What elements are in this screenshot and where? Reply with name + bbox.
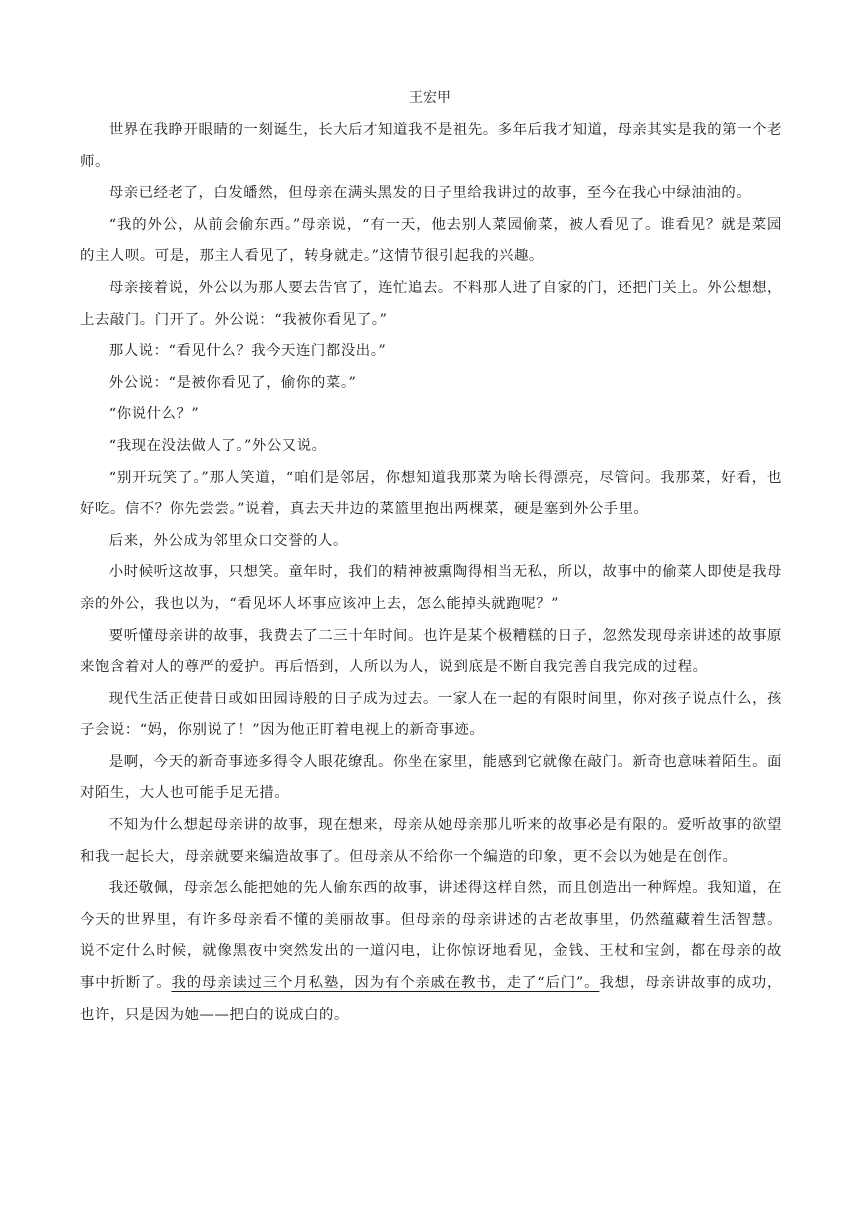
paragraph-14: 是啊，今天的新奇事迹多得令人眼花缭乱。你坐在家里，能感到它就像在敲门。新奇也意味着陌生。面对陌生，大人也可能手足无措。: [80, 753, 782, 802]
paragraph-3: “我的外公，从前会偷东西。”母亲说，“有一天，他去别人菜园偷菜，被人看见了。谁看见？就是菜园的主人呗。可是，那主人看见了，转身就走。”这情节很引起我的兴趣。: [80, 216, 782, 265]
paragraph-1: 世界在我睁开眼睛的一刻诞生，长大后才知道我不是祖先。多年后我才知道，母亲其实是我的第一个老师。: [80, 122, 782, 170]
paragraph-2: 母亲已经老了，白发皤然，但母亲在满头黑发的日子里给我讲过的故事，至今在我心中绿油油的。: [108, 185, 752, 202]
paragraph-15: 不知为什么想起母亲讲的故事，现在想来，母亲从她母亲那儿听来的故事必是有限的。爱听故事的欲望和我一起长大，母亲就要来编造故事了。但母亲从不给你一个编造的印象，更不会以为她是在创作。: [80, 817, 782, 865]
article-body: [80, 115, 782, 1031]
paragraph-11: 小时候听这故事，只想笑。童年时，我们的精神被熏陶得相当无私，所以，故事中的偷菜人即使是我母亲的外公，我也以为，“看见坏人坏事应该冲上去，怎么能掉头就跑呢？”: [80, 564, 782, 612]
paragraph-9: “别开玩笑了。”那人笑道，“咱们是邻居，你想知道我那菜为啥长得漂亮，尽管问。我那菜，好看，也好吃。信不？你先尝尝。”说着，真去天井边的菜篮里抱出两棵菜，硬是塞到外公手里。: [80, 469, 782, 518]
paragraph-6: 外公说：“是被你看见了，偷你的菜。”: [108, 374, 357, 391]
underlined-sentence: 我的母亲读过三个月私塾，因为有个亲戚在教书，走了“后门”。: [171, 975, 600, 992]
paragraph-12: 要听懂母亲讲的故事，我费去了二三十年时间。也许是某个极糟糕的日子，忽然发现母亲讲述的故事原来饱含着对人的尊严的爱护。再后悟到，人所以为人，说到底是不断自我完善自我完成的过程。: [80, 627, 782, 676]
paragraph-10: 后来，外公成为邻里众口交誉的人。: [108, 532, 348, 549]
paragraph-16: [80, 873, 782, 1031]
paragraph-5: 那人说：“看见什么？我今天连门都没出。”: [108, 343, 387, 360]
paragraph-13: 现代生活正使昔日或如田园诗般的日子成为过去。一家人在一起的有限时间里，你对孩子说点什么，孩子会说：“妈，你别说了！”因为他正盯着电视上的新奇事迹。: [80, 690, 782, 739]
author-name: 王宏甲: [409, 90, 451, 106]
paragraph-16-text: 我还敬佩，母亲怎么能把她的先人偷东西的故事，讲述得这样自然，而且创造出一种辉煌。我知道，在今天的世界里，有许多母亲看不懂的美丽故事。但母亲的母亲讲述的古老故事里，仍然蕴藏着生活智慧。说不定什么时候，就像黑夜中突然发出的一道闪电，让你惊讶地看见，金钱、王杖和宝剑，都在母亲的故事中折断了。: [80, 880, 782, 992]
paragraph-7: “你说什么？”: [108, 406, 200, 423]
paragraph-16-ending: 我想，母亲讲故事的成功，也许，只是因为她——把白的说成白的。: [80, 975, 782, 1023]
paragraph-4: 母亲接着说，外公以为那人要去告官了，连忙追去。不料那人进了自家的门，还把门关上。外公想想，上去敲门。门开了。外公说：“我被你看见了。”: [80, 279, 782, 328]
paragraph-8: “我现在没法做人了。”外公又说。: [108, 437, 327, 454]
